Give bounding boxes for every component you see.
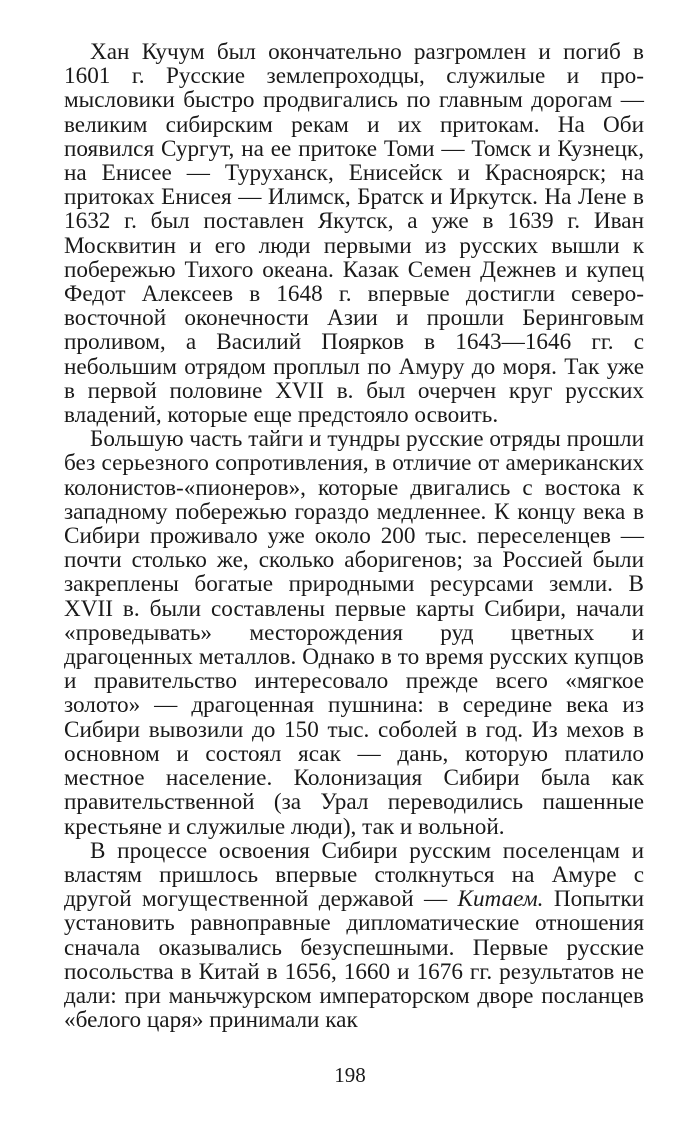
paragraph-3 <box>64 839 644 1033</box>
emphasis-china: Китаем. <box>457 886 544 913</box>
paragraph-3-end: Попытки установить равноправные дипломатические отношения сначала оказывались безуспешными. Первые русские посольства в Китай в 1656, 1660 и 1676 гг. результатов не дали: при маньчжурском императорском дворе посланцев «белого царя» принимали как <box>64 886 644 1034</box>
paragraph-1: Хан Кучум был окончательно разгромлен и погиб в 1601 г. Русские землепроходцы, служилые и промысловики быстро продвигались по главным дорогам — великим сибирским рекам и их притокам. На Оби появился Сургут, на ее притоке Томи — Томск и Кузнецк, на Енисее — Туруханск, Енисейск и Красноярск; на притоках Енисея — Илимск, Братск и Иркутск. На Лене в 1632 г. был поставлен Якутск, а уже в 1639 г. Иван Москвитин и его люди первыми из русских вышли к побережью Тихого океана. Казак Семен Дежнев и купец Федот Алексеев в 1648 г. впервые достигли северо-восточной оконечности Азии и прошли Беринговым проливом, а Василий Поярков в 1643—1646 гг. с небольшим отрядом проплыл по Амуру до моря. Так уже в первой половине XVII в. был очерчен круг русских владений, которые еще предстояло освоить. <box>64 39 644 429</box>
paragraph-2: Большую часть тайги и тундры русские отряды прошли без серьезного сопротивления, в отличие от американских колонистов-«пионеров», которые двигались с востока к западному побережью гораздо медленнее. К концу века в Сибири проживало уже около 200 тыс. переселенцев — почти столько же, сколько аборигенов; за Россией были закреплены богатые природными ресурсами земли. В XVII в. были составлены первые карты Сибири, начали «проведывать» месторождения руд цветных и драгоценных металлов. Однако в то время русских купцов и правительство интересовало прежде всего «мягкое золото» — драгоценная пушнина: в середине века из Сибири вывозили до 150 тыс. соболей в год. Из мехов в основном и состоял ясак — дань, которую платило местное население. Колонизация Сибири была как правительственной (за Урал переводились пашенные крестьяне и служилые люди), так и вольной. <box>64 426 644 840</box>
body-text <box>64 40 644 1032</box>
page-number: 198 <box>334 1063 366 1087</box>
paragraph-3-start: В процессе освоения Сибири русским поселенцам и властям пришлось впервые столкнуться на Амуре с другой могущественной державой — <box>64 837 644 913</box>
